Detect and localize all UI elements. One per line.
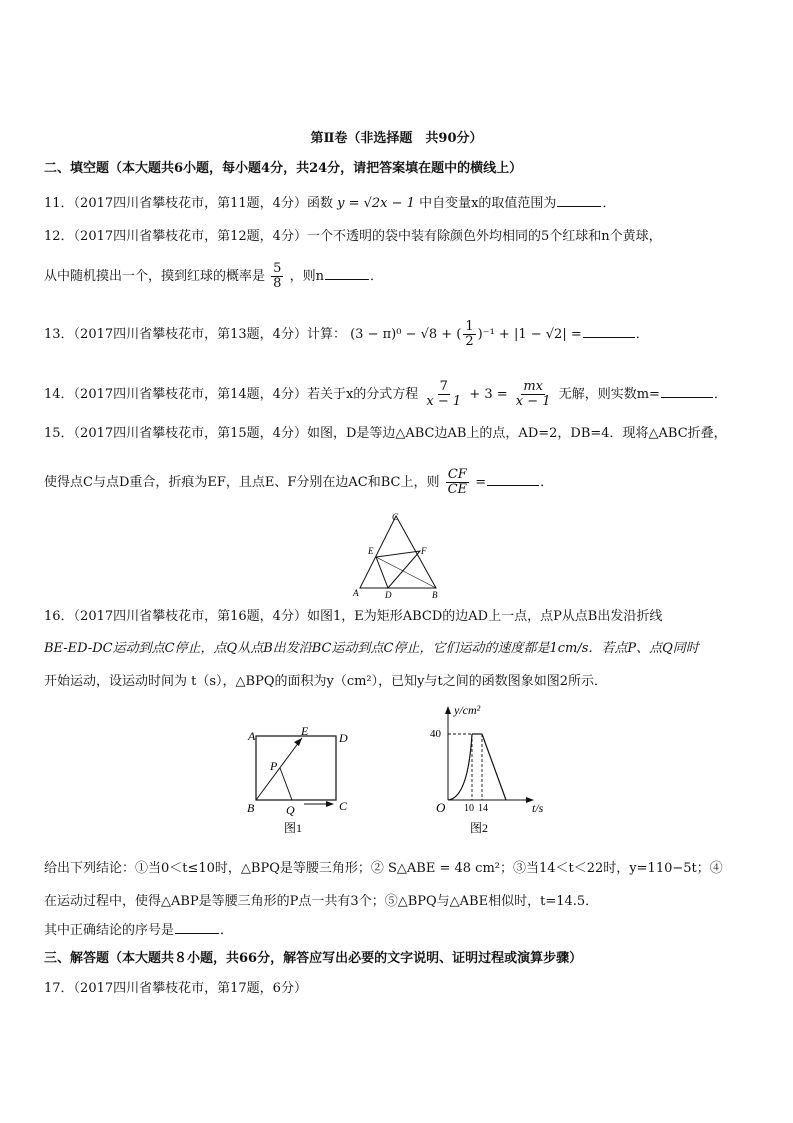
question-12-line2: 从中随机摸出一个，摸到红球的概率是 $\frac{5}{8}$ ，则n ．	[44, 261, 383, 291]
q13-expr-b: )⁻¹ + |1 − √2| =	[477, 327, 582, 342]
fig1-label-q: Q	[286, 803, 295, 817]
question-13: 13．（2017四川省攀枝花市，第13题，4分）计算： (3 − π)⁰ − √8 + ( $\frac{1}{2}$ )⁻¹ + |1 − √2| = ．	[44, 319, 649, 349]
fig2-origin: O	[436, 800, 446, 815]
q14-f2-den: x − 1	[515, 394, 551, 409]
fig1-caption: 图1	[284, 821, 303, 835]
q12-prefix: 从中随机摸出一个，摸到红球的概率是	[44, 269, 266, 284]
fig15-label-f: F	[421, 546, 427, 556]
q12-suffix: ，则n	[289, 269, 324, 284]
fig1-label-c: C	[339, 799, 348, 813]
q14-fraction-2	[514, 380, 553, 409]
fig15-label-a: A	[353, 588, 359, 598]
figure-1-rectangle	[244, 724, 356, 836]
q14-f1-den: x − 1	[426, 394, 462, 409]
question-11: 11．（2017四川省攀枝花市，第11题，4分）函数 y = √2x − 1 中自变量x的取值范围为 ．	[44, 196, 616, 211]
fig2-y-tick-40: 40	[430, 728, 441, 740]
q15-frac-den: CE	[447, 482, 468, 497]
section-title: 第Ⅱ卷（非选择题 共90分）	[310, 131, 483, 146]
fig15-label-e: E	[368, 546, 374, 556]
figure-2-graph	[402, 700, 552, 836]
q15-answer-blank[interactable]	[487, 473, 539, 486]
q14-f1-num: 7	[439, 379, 448, 394]
fig1-label-d: D	[339, 731, 348, 745]
q12-fraction	[271, 262, 283, 291]
fig2-y-label: y/cm²	[454, 703, 481, 717]
q15-prefix: 使得点C与点D重合，折痕为EF，且点E、F分别在边AC和BC上，则	[44, 475, 440, 490]
fig1-label-b: B	[247, 801, 255, 815]
q14-suffix: 无解，则实数m=	[558, 387, 660, 402]
q12-frac-den: 8	[273, 276, 282, 291]
question-14: 14．（2017四川省攀枝花市，第14题，4分）若关于x的分式方程 $\frac{7}{x - 1}$ + 3 = $\frac{mx}{x - 1}$ 无解，则实数m= ．	[44, 379, 727, 409]
q13-frac-num: 1	[465, 319, 474, 334]
q15-frac-num: CF	[447, 467, 467, 482]
q16-answer-prompt: 其中正确结论的序号是	[44, 923, 175, 938]
q15-triangle-figure	[350, 508, 442, 600]
q12-answer-blank[interactable]	[325, 267, 369, 280]
q11-answer-blank[interactable]	[557, 194, 601, 207]
q11-prefix: 11．（2017四川省攀枝花市，第11题，4分）函数	[44, 196, 333, 211]
q13-expr-a: (3 − π)⁰ − √8 + (	[350, 327, 462, 342]
q15-fraction	[446, 468, 469, 497]
fig1-label-e: E	[301, 724, 309, 738]
q14-answer-blank[interactable]	[661, 385, 713, 398]
fig15-label-c: C	[392, 512, 399, 522]
q16-answer-blank[interactable]	[175, 921, 219, 934]
q14-fraction-1	[424, 380, 463, 409]
fig2-x-label: t/s	[532, 801, 544, 815]
fig1-label-p: P	[270, 759, 278, 773]
part3-heading: 三、解答题（本大题共８小题，共66分，解答应写出必要的文字说明、证明过程或演算步骤）	[44, 951, 583, 966]
question-15-line2: 使得点C与点D重合，折痕为EF，且点E、F分别在边AC和BC上，则 $\frac{CF}{CE}$ = ．	[44, 467, 554, 497]
q14-prefix: 14．（2017四川省攀枝花市，第14题，4分）若关于x的分式方程	[44, 387, 419, 402]
question-17: 17．（2017四川省攀枝花市，第17题，6分）	[44, 981, 307, 996]
fig1-label-a: A	[248, 729, 256, 743]
q14-f2-num: mx	[523, 379, 544, 394]
q12-frac-num: 5	[273, 261, 282, 276]
q14-mid: + 3 =	[469, 387, 508, 402]
question-16-line2: BE-ED-DC运动到点C停止，点Q从点B出发沿BC运动到点C停止，它们运动的速度都是1cm/s．若点P、点Q同时	[44, 641, 699, 656]
q16-conclusions-line2: 在运动过程中，使得△ABP是等腰三角形的P点一共有3个；⑤△BPQ与△ABE相似时，t=14.5．	[44, 894, 599, 909]
question-15-line1: 15．（2017四川省攀枝花市，第15题，4分）如图，D是等边△ABC边AB上的点，AD=2，DB=4．现将△ABC折叠，	[44, 426, 727, 441]
question-16-line1: 16．（2017四川省攀枝花市，第16题，4分）如图1，E为矩形ABCD的边AD上一点，点P从点B出发沿折线	[44, 609, 663, 624]
q13-frac-den: 2	[465, 334, 474, 349]
q16-conclusions-line1: 给出下列结论：①当0＜t≤10时，△BPQ是等腰三角形；② S△ABE = 48 cm²；③当14＜t＜22时，y=110−5t；④	[44, 861, 723, 876]
q13-answer-blank[interactable]	[583, 325, 635, 338]
fig15-label-b: B	[432, 590, 438, 600]
fig15-label-d: D	[385, 590, 392, 600]
q16-conclusions-line3: 其中正确结论的序号是 ．	[44, 923, 234, 938]
q11-function: y = √2x − 1	[337, 196, 415, 211]
question-12-line1: 12．（2017四川省攀枝花市，第12题，4分）一个不透明的袋中装有除颜色外均相同的5个红球和n个黄球，	[44, 229, 662, 244]
fig2-x-tick-14: 14	[478, 803, 488, 814]
fig2-x-tick-10: 10	[464, 803, 474, 814]
question-16-line3: 开始运动，设运动时间为 t（s），△BPQ的面积为y（cm²），已知y与t之间的函数图象如图2所示．	[44, 674, 607, 689]
q13-fraction	[463, 320, 475, 349]
q15-suffix: =	[475, 475, 487, 490]
part2-heading: 二、填空题（本大题共6小题，每小题4分，共24分，请把答案填在题中的横线上）	[44, 161, 523, 176]
q11-suffix: 中自变量x的取值范围为	[419, 196, 557, 211]
q13-prefix: 13．（2017四川省攀枝花市，第13题，4分）计算：	[44, 327, 346, 342]
fig2-caption: 图2	[470, 821, 489, 835]
